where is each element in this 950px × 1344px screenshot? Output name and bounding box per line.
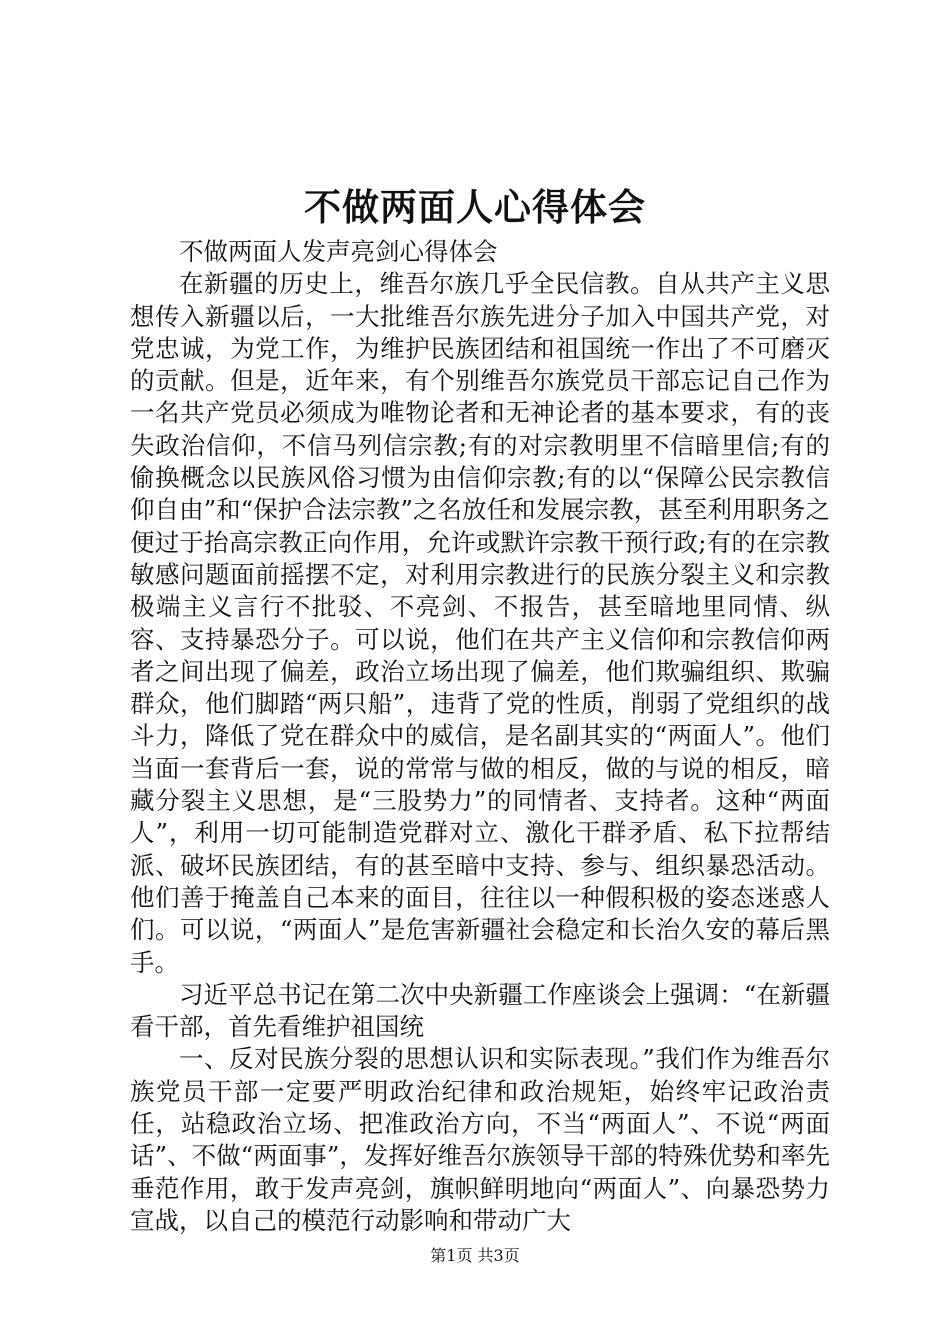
document-title: 不做两面人心得体会 — [304, 185, 646, 229]
document-body — [130, 236, 830, 1237]
body-paragraph: 在新疆的历史上，维吾尔族几乎全民信教。自从共产主义思想传入新疆以后，一大批维吾尔族先进分子加入中国共产党，对党忠诚，为党工作，为维护民族团结和祖国统一作出了不可磨灭的贡献。但是，近年来，有个别维吾尔族党员干部忘记自己作为一名共产党员必须成为唯物论者和无神论者的基本要求，有的丧失政治信仰，不信马列信宗教;有的对宗教明里不信暗里信;有的偷换概念以民族风俗习惯为由信仰宗教;有的以“保障公民宗教信仰自由”和“保护合法宗教”之名放任和发展宗教，甚至利用职务之便过于抬高宗教正向作用，允许或默许宗教干预行政;有的在宗教敏感问题面前摇摆不定，对利用宗教进行的民族分裂主义和宗教极端主义言行不批驳、不亮剑、不报告，甚至暗地里同情、纵容、支持暴恐分子。可以说，他们在共产主义信仰和宗教信仰两者之间出现了偏差，政治立场出现了偏差，他们欺骗组织、欺骗群众，他们脚踏“两只船”，违背了党的性质，削弱了党组织的战斗力，降低了党在群众中的威信，是名副其实的“两面人”。他们当面一套背后一套，说的常常与做的相反，做的与说的相反，暗藏分裂主义思想，是“三股势力”的同情者、支持者。这种“两面人”，利用一切可能制造党群对立、激化干群矛盾、私下拉帮结派、破坏民族团结，有的甚至暗中支持、参与、组织暴恐活动。他们善于掩盖自己本来的面目，往往以一种假积极的姿态迷惑人们。可以说，“两面人”是危害新疆社会稳定和长治久安的幕后黑手。 — [130, 269, 830, 977]
body-paragraph: 习近平总书记在第二次中央新疆工作座谈会上强调：“在新疆看干部，首先看维护祖国统 — [130, 979, 830, 1042]
page-number-footer: 第1页 共3页 — [430, 1246, 520, 1265]
subtitle-paragraph: 不做两面人发声亮剑心得体会 — [179, 237, 498, 266]
body-paragraph: 一、反对民族分裂的思想认识和实际表现。”我们作为维吾尔族党员干部一定要严明政治纪律和政治规矩，始终牢记政治责任，站稳政治立场、把准政治方向，不当“两面人”、不说“两面话”、不做“两面事”，发挥好维吾尔族领导干部的特殊优势和率先垂范作用，敢于发声亮剑，旗帜鲜明地向“两面人”、向暴恐势力宣战，以自己的模范行动影响和带动广大 — [130, 1044, 830, 1235]
